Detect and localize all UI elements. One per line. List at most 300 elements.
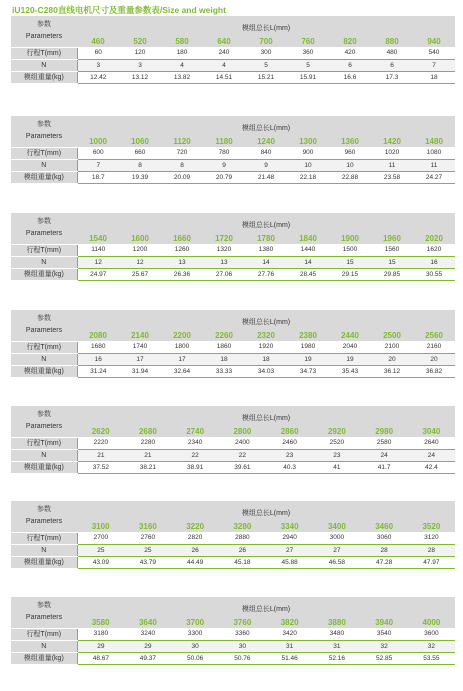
length-cell: 3880	[313, 616, 360, 628]
length-cell: 700	[245, 35, 287, 47]
stroke-cell: 2460	[266, 437, 313, 449]
n-cell: 8	[161, 159, 203, 171]
stroke-cell: 1260	[161, 244, 203, 256]
stroke-cell: 720	[161, 147, 203, 159]
length-cell: 3400	[313, 520, 360, 532]
n-cell: 3	[119, 59, 161, 71]
stroke-cell: 180	[161, 47, 203, 59]
n-cell: 3	[77, 59, 119, 71]
n-cell: 19	[329, 353, 371, 365]
n-label: N	[11, 353, 77, 365]
weight-cell: 21.48	[245, 171, 287, 183]
n-cell: 10	[287, 159, 329, 171]
weight-cell: 49.37	[124, 652, 171, 664]
n-label: N	[11, 544, 77, 556]
n-cell: 9	[203, 159, 245, 171]
weight-cell: 20.09	[161, 171, 203, 183]
length-cell: 1240	[245, 135, 287, 147]
stroke-cell: 3360	[219, 628, 266, 640]
n-cell: 27	[313, 544, 360, 556]
parameters-label	[11, 16, 77, 47]
weight-cell: 16.6	[329, 71, 371, 83]
length-cell: 3520	[408, 520, 455, 532]
length-cell: 3760	[219, 616, 266, 628]
stroke-cell: 2640	[408, 437, 455, 449]
weight-cell: 53.55	[408, 652, 455, 664]
length-cell: 2560	[413, 329, 455, 341]
stroke-cell: 360	[287, 47, 329, 59]
weight-cell: 22.88	[329, 171, 371, 183]
n-cell: 32	[361, 640, 408, 652]
stroke-row	[11, 341, 455, 353]
n-cell: 24	[408, 449, 455, 461]
n-cell: 5	[287, 59, 329, 71]
weight-label: 模组重量(kg)	[11, 556, 77, 568]
weight-cell: 41	[313, 461, 360, 473]
stroke-cell: 2220	[77, 437, 124, 449]
weight-cell: 50.06	[172, 652, 219, 664]
weight-cell: 29.85	[371, 268, 413, 280]
weight-cell: 47.28	[361, 556, 408, 568]
weight-cell: 44.49	[172, 556, 219, 568]
weight-cell: 17.3	[371, 71, 413, 83]
weight-cell: 37.52	[77, 461, 124, 473]
n-cell: 11	[371, 159, 413, 171]
n-row	[11, 353, 455, 365]
parameters-label-cn: 参数	[37, 506, 51, 514]
stroke-cell: 960	[329, 147, 371, 159]
length-cell: 460	[77, 35, 119, 47]
n-cell: 31	[313, 640, 360, 652]
parameters-label-en: Parameters	[25, 614, 63, 622]
n-cell: 24	[361, 449, 408, 461]
stroke-row	[11, 47, 455, 59]
spec-table-2	[11, 116, 455, 184]
stroke-cell: 900	[287, 147, 329, 159]
stroke-label: 行程T(mm)	[11, 628, 77, 640]
n-cell: 27	[266, 544, 313, 556]
length-cell: 2440	[329, 329, 371, 341]
length-cell: 1060	[119, 135, 161, 147]
spec-table-7	[11, 597, 455, 665]
spec-table-5	[11, 406, 455, 474]
weight-cell: 38.21	[124, 461, 171, 473]
n-cell: 28	[408, 544, 455, 556]
length-cell: 1180	[203, 135, 245, 147]
stroke-cell: 2040	[329, 341, 371, 353]
stroke-label: 行程T(mm)	[11, 47, 77, 59]
weight-cell: 34.03	[245, 365, 287, 377]
n-cell: 11	[413, 159, 455, 171]
n-cell: 31	[266, 640, 313, 652]
n-row	[11, 449, 455, 461]
length-cell: 4000	[408, 616, 455, 628]
length-cell: 1000	[77, 135, 119, 147]
length-cell: 2680	[124, 425, 171, 437]
length-cell: 820	[329, 35, 371, 47]
weight-cell: 12.42	[77, 71, 119, 83]
length-cell: 3040	[408, 425, 455, 437]
length-cell: 1420	[371, 135, 413, 147]
n-cell: 15	[371, 256, 413, 268]
weight-cell: 48.67	[77, 652, 124, 664]
stroke-cell: 840	[245, 147, 287, 159]
length-cell: 1660	[161, 232, 203, 244]
stroke-cell: 3480	[313, 628, 360, 640]
weight-cell: 40.3	[266, 461, 313, 473]
spec-table-6	[11, 501, 455, 569]
n-cell: 12	[119, 256, 161, 268]
length-cell: 3100	[77, 520, 124, 532]
length-cell: 2200	[161, 329, 203, 341]
length-cell: 3340	[266, 520, 313, 532]
stroke-cell: 1080	[413, 147, 455, 159]
length-cell: 1360	[329, 135, 371, 147]
n-cell: 17	[161, 353, 203, 365]
length-cell: 880	[371, 35, 413, 47]
n-cell: 7	[77, 159, 119, 171]
length-cell: 2620	[77, 425, 124, 437]
stroke-cell: 3240	[124, 628, 171, 640]
weight-cell: 26.36	[161, 268, 203, 280]
length-cell: 3700	[172, 616, 219, 628]
weight-cell: 14.51	[203, 71, 245, 83]
n-label: N	[11, 59, 77, 71]
length-cell: 2020	[413, 232, 455, 244]
length-cell: 3580	[77, 616, 124, 628]
n-cell: 23	[266, 449, 313, 461]
stroke-cell: 1980	[287, 341, 329, 353]
stroke-cell: 3540	[361, 628, 408, 640]
n-cell: 28	[361, 544, 408, 556]
weight-cell: 15.91	[287, 71, 329, 83]
stroke-cell: 2520	[313, 437, 360, 449]
parameters-label	[11, 310, 77, 341]
n-cell: 16	[413, 256, 455, 268]
parameters-label	[11, 501, 77, 532]
n-label: N	[11, 256, 77, 268]
n-label: N	[11, 449, 77, 461]
stroke-cell: 2700	[77, 532, 124, 544]
length-cell: 1840	[287, 232, 329, 244]
length-cell: 3160	[124, 520, 171, 532]
stroke-cell: 3420	[266, 628, 313, 640]
length-cell: 2980	[361, 425, 408, 437]
stroke-label: 行程T(mm)	[11, 437, 77, 449]
length-cell: 1780	[245, 232, 287, 244]
length-cell: 3640	[124, 616, 171, 628]
stroke-cell: 3180	[77, 628, 124, 640]
n-row	[11, 59, 455, 71]
n-cell: 23	[313, 449, 360, 461]
stroke-cell: 780	[203, 147, 245, 159]
weight-label: 模组重量(kg)	[11, 365, 77, 377]
n-cell: 16	[77, 353, 119, 365]
total-length-header: 模组总长L(mm)	[77, 116, 455, 135]
length-cell: 1480	[413, 135, 455, 147]
length-cell: 2140	[119, 329, 161, 341]
weight-cell: 15.21	[245, 71, 287, 83]
n-row	[11, 159, 455, 171]
stroke-cell: 3000	[313, 532, 360, 544]
n-cell: 6	[371, 59, 413, 71]
stroke-cell: 660	[119, 147, 161, 159]
n-row	[11, 640, 455, 652]
stroke-cell: 1560	[371, 244, 413, 256]
parameters-label-cn: 参数	[37, 121, 51, 129]
weight-cell: 23.58	[371, 171, 413, 183]
spec-table-3	[11, 213, 455, 281]
weight-cell: 52.85	[361, 652, 408, 664]
weight-cell: 30.55	[413, 268, 455, 280]
parameters-label-cn: 参数	[37, 21, 51, 29]
weight-cell: 22.18	[287, 171, 329, 183]
weight-label: 模组重量(kg)	[11, 71, 77, 83]
weight-cell: 39.61	[219, 461, 266, 473]
stroke-cell: 1500	[329, 244, 371, 256]
weight-label: 模组重量(kg)	[11, 171, 77, 183]
weight-cell: 34.73	[287, 365, 329, 377]
parameters-label-en: Parameters	[25, 33, 63, 41]
n-cell: 19	[287, 353, 329, 365]
stroke-cell: 1800	[161, 341, 203, 353]
total-length-header: 模组总长L(mm)	[77, 310, 455, 329]
weight-cell: 13.82	[161, 71, 203, 83]
total-length-header: 模组总长L(mm)	[77, 406, 455, 425]
parameters-label-en: Parameters	[25, 423, 63, 431]
weight-cell: 43.09	[77, 556, 124, 568]
n-label: N	[11, 640, 77, 652]
weight-cell: 45.88	[266, 556, 313, 568]
parameters-label	[11, 116, 77, 147]
weight-cell: 18.7	[77, 171, 119, 183]
n-cell: 8	[119, 159, 161, 171]
n-label: N	[11, 159, 77, 171]
weight-cell: 43.79	[124, 556, 171, 568]
weight-label: 模组重量(kg)	[11, 652, 77, 664]
parameters-label-cn: 参数	[37, 411, 51, 419]
n-cell: 26	[172, 544, 219, 556]
n-cell: 4	[203, 59, 245, 71]
length-cell: 2860	[266, 425, 313, 437]
n-cell: 30	[172, 640, 219, 652]
weight-cell: 36.82	[413, 365, 455, 377]
total-length-header: 模组总长L(mm)	[77, 16, 455, 35]
weight-row	[11, 556, 455, 568]
weight-cell: 27.06	[203, 268, 245, 280]
length-cell: 1900	[329, 232, 371, 244]
length-cell: 3460	[361, 520, 408, 532]
length-cell: 3280	[219, 520, 266, 532]
stroke-cell: 1200	[119, 244, 161, 256]
n-cell: 22	[219, 449, 266, 461]
n-row	[11, 256, 455, 268]
page-title: iU120-C280直线电机尺寸及重量参数表/Size and weight	[12, 5, 226, 15]
stroke-cell: 3120	[408, 532, 455, 544]
parameters-label	[11, 406, 77, 437]
length-cell: 1300	[287, 135, 329, 147]
length-cell: 2260	[203, 329, 245, 341]
total-length-header: 模组总长L(mm)	[77, 213, 455, 232]
stroke-label: 行程T(mm)	[11, 147, 77, 159]
stroke-cell: 3300	[172, 628, 219, 640]
weight-row	[11, 71, 455, 83]
weight-cell: 32.64	[161, 365, 203, 377]
stroke-cell: 3060	[361, 532, 408, 544]
weight-label: 模组重量(kg)	[11, 268, 77, 280]
length-cell: 1120	[161, 135, 203, 147]
length-cell: 2500	[371, 329, 413, 341]
length-cell: 2320	[245, 329, 287, 341]
stroke-cell: 2880	[219, 532, 266, 544]
n-cell: 30	[219, 640, 266, 652]
n-cell: 6	[329, 59, 371, 71]
length-cell: 3940	[361, 616, 408, 628]
weight-cell: 18	[413, 71, 455, 83]
length-cell: 760	[287, 35, 329, 47]
weight-row	[11, 171, 455, 183]
n-cell: 9	[245, 159, 287, 171]
n-cell: 12	[77, 256, 119, 268]
stroke-cell: 1740	[119, 341, 161, 353]
n-cell: 29	[124, 640, 171, 652]
parameters-label-en: Parameters	[25, 518, 63, 526]
length-cell: 2920	[313, 425, 360, 437]
spec-table-1	[11, 16, 455, 84]
stroke-cell: 2280	[124, 437, 171, 449]
stroke-cell: 1140	[77, 244, 119, 256]
weight-cell: 38.91	[172, 461, 219, 473]
length-cell: 1540	[77, 232, 119, 244]
stroke-cell: 420	[329, 47, 371, 59]
n-row	[11, 544, 455, 556]
stroke-cell: 2940	[266, 532, 313, 544]
total-length-header: 模组总长L(mm)	[77, 597, 455, 616]
n-cell: 18	[245, 353, 287, 365]
stroke-cell: 2400	[219, 437, 266, 449]
length-cell: 1600	[119, 232, 161, 244]
n-cell: 13	[161, 256, 203, 268]
weight-cell: 24.97	[77, 268, 119, 280]
weight-cell: 31.24	[77, 365, 119, 377]
stroke-cell: 600	[77, 147, 119, 159]
parameters-label-cn: 参数	[37, 315, 51, 323]
n-cell: 21	[124, 449, 171, 461]
n-cell: 25	[124, 544, 171, 556]
length-cell: 940	[413, 35, 455, 47]
n-cell: 21	[77, 449, 124, 461]
n-cell: 22	[172, 449, 219, 461]
stroke-cell: 240	[203, 47, 245, 59]
n-cell: 5	[245, 59, 287, 71]
stroke-label: 行程T(mm)	[11, 532, 77, 544]
length-cell: 2800	[219, 425, 266, 437]
n-cell: 20	[371, 353, 413, 365]
length-cell: 2740	[172, 425, 219, 437]
weight-label: 模组重量(kg)	[11, 461, 77, 473]
weight-cell: 31.94	[119, 365, 161, 377]
n-cell: 14	[245, 256, 287, 268]
stroke-cell: 2340	[172, 437, 219, 449]
n-cell: 20	[413, 353, 455, 365]
length-cell: 3220	[172, 520, 219, 532]
total-length-header: 模组总长L(mm)	[77, 501, 455, 520]
n-cell: 4	[161, 59, 203, 71]
n-cell: 25	[77, 544, 124, 556]
stroke-cell: 2580	[361, 437, 408, 449]
length-cell: 1960	[371, 232, 413, 244]
weight-cell: 29.15	[329, 268, 371, 280]
stroke-row	[11, 147, 455, 159]
stroke-cell: 1020	[371, 147, 413, 159]
weight-cell: 50.76	[219, 652, 266, 664]
stroke-cell: 540	[413, 47, 455, 59]
weight-row	[11, 652, 455, 664]
weight-cell: 35.43	[329, 365, 371, 377]
n-cell: 26	[219, 544, 266, 556]
length-cell: 520	[119, 35, 161, 47]
n-cell: 32	[408, 640, 455, 652]
length-cell: 640	[203, 35, 245, 47]
weight-cell: 20.79	[203, 171, 245, 183]
stroke-cell: 1860	[203, 341, 245, 353]
stroke-cell: 480	[371, 47, 413, 59]
stroke-row	[11, 244, 455, 256]
weight-cell: 41.7	[361, 461, 408, 473]
n-cell: 7	[413, 59, 455, 71]
n-cell: 14	[287, 256, 329, 268]
length-cell: 2080	[77, 329, 119, 341]
n-cell: 13	[203, 256, 245, 268]
n-cell: 10	[329, 159, 371, 171]
weight-cell: 28.45	[287, 268, 329, 280]
parameters-label-en: Parameters	[25, 230, 63, 238]
stroke-cell: 1320	[203, 244, 245, 256]
parameters-label	[11, 597, 77, 628]
spec-table-4	[11, 310, 455, 378]
weight-cell: 33.33	[203, 365, 245, 377]
n-cell: 29	[77, 640, 124, 652]
weight-cell: 13.12	[119, 71, 161, 83]
weight-cell: 51.46	[266, 652, 313, 664]
weight-cell: 27.76	[245, 268, 287, 280]
n-cell: 15	[329, 256, 371, 268]
stroke-cell: 1920	[245, 341, 287, 353]
weight-cell: 47.97	[408, 556, 455, 568]
length-cell: 2380	[287, 329, 329, 341]
n-cell: 18	[203, 353, 245, 365]
weight-row	[11, 268, 455, 280]
parameters-label-cn: 参数	[37, 602, 51, 610]
weight-cell: 46.58	[313, 556, 360, 568]
stroke-row	[11, 532, 455, 544]
stroke-cell: 2820	[172, 532, 219, 544]
weight-cell: 45.18	[219, 556, 266, 568]
weight-cell: 25.67	[119, 268, 161, 280]
stroke-cell: 2160	[413, 341, 455, 353]
stroke-cell: 60	[77, 47, 119, 59]
parameters-label	[11, 213, 77, 244]
parameters-label-en: Parameters	[25, 133, 63, 141]
stroke-cell: 1680	[77, 341, 119, 353]
weight-cell: 19.39	[119, 171, 161, 183]
stroke-cell: 2760	[124, 532, 171, 544]
weight-cell: 52.16	[313, 652, 360, 664]
stroke-cell: 1440	[287, 244, 329, 256]
weight-cell: 36.12	[371, 365, 413, 377]
weight-cell: 42.4	[408, 461, 455, 473]
stroke-row	[11, 628, 455, 640]
